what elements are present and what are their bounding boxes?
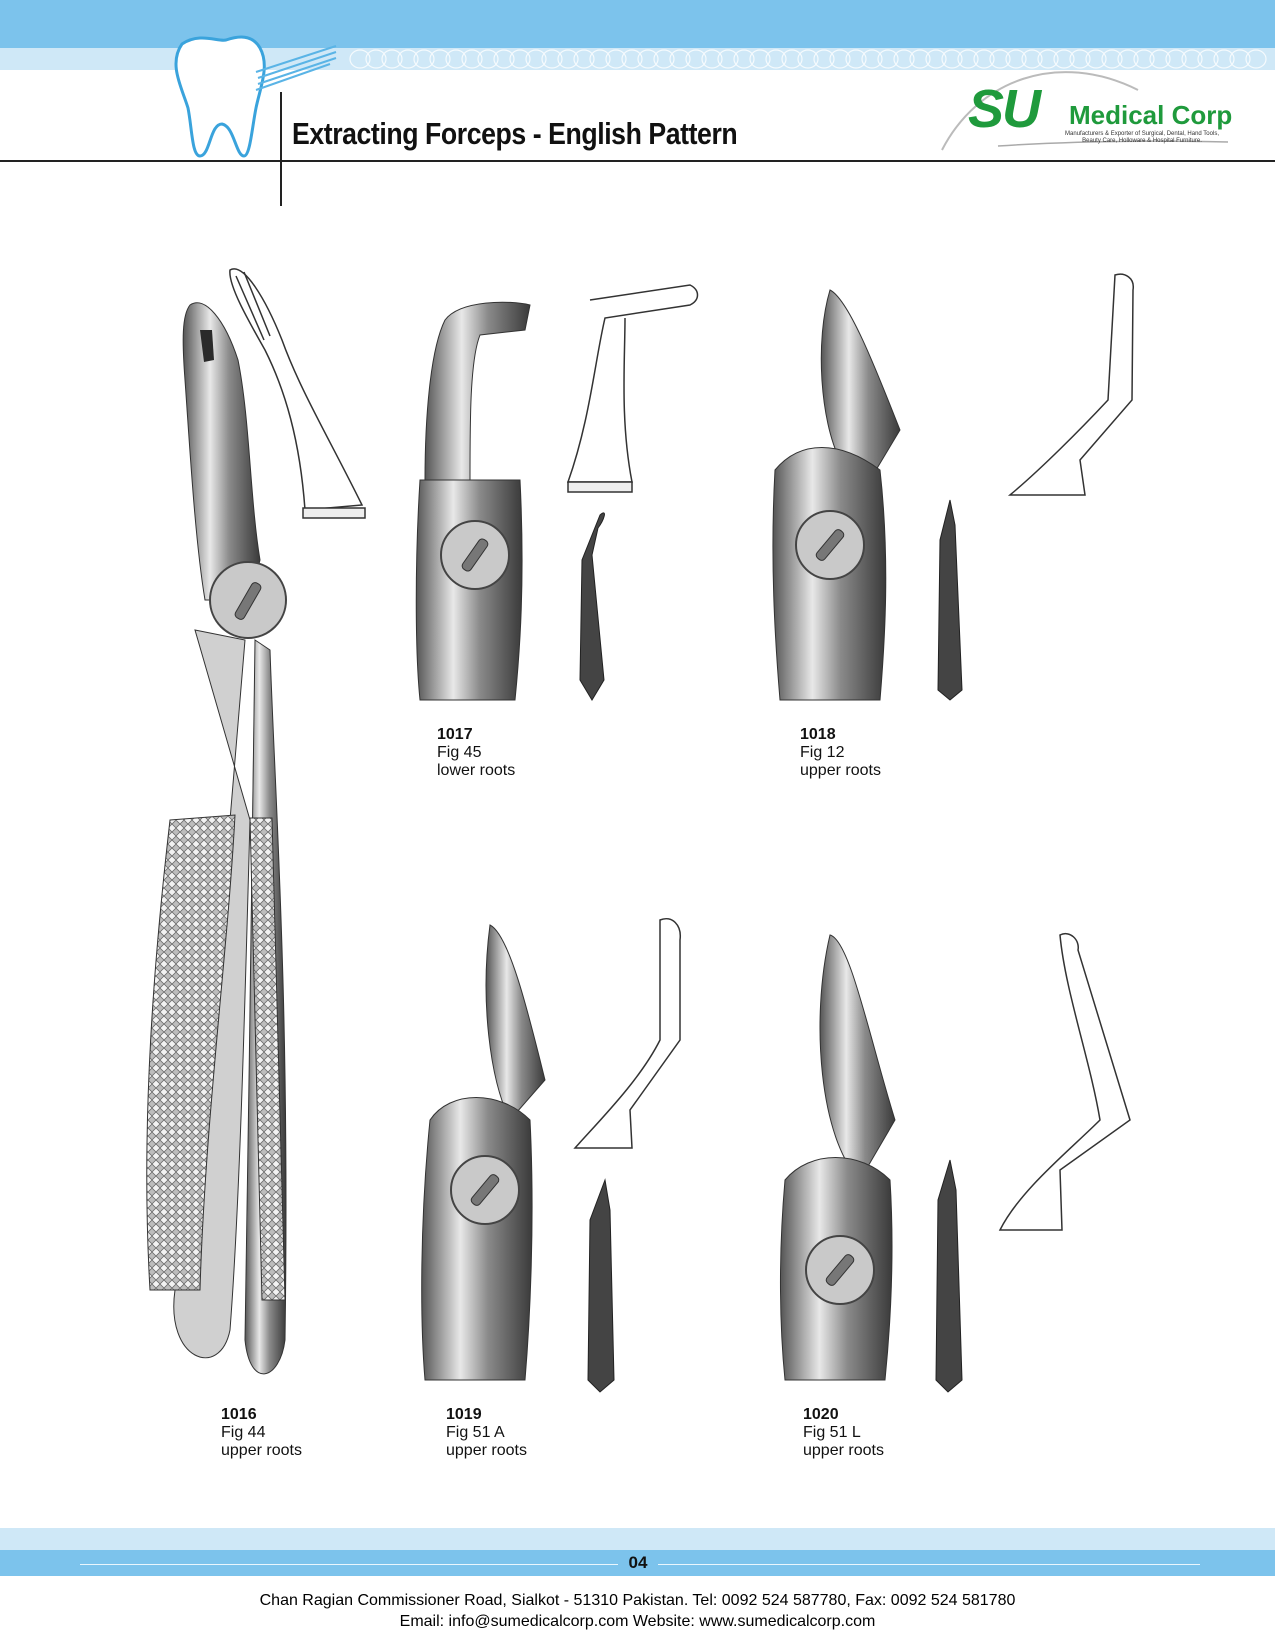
product-desc: upper roots [221, 1442, 302, 1459]
page-number: 04 [618, 1553, 658, 1573]
product-fig: Fig 44 [221, 1424, 266, 1441]
footer-contact: Email: info@sumedicalcorp.com Website: www.sumedicalcorp.com [399, 1613, 876, 1630]
product-desc: lower roots [437, 762, 516, 779]
forceps-1018-image [773, 290, 900, 700]
logo-letters: SU [968, 79, 1040, 139]
small-forceps-1018 [938, 500, 962, 700]
product-code: 1018 [800, 726, 836, 743]
product-code: 1017 [437, 726, 473, 743]
small-forceps-1019 [588, 1180, 614, 1392]
forceps-1017-image [416, 302, 530, 700]
product-desc: upper roots [803, 1442, 884, 1459]
small-forceps-1017 [580, 513, 604, 700]
forceps-1019-image [422, 925, 545, 1380]
forceps-1020-image [780, 935, 895, 1380]
caption-1016 [221, 1406, 302, 1460]
product-fig: Fig 12 [800, 744, 845, 761]
product-fig: Fig 51 A [446, 1424, 505, 1441]
beak-detail-1019 [575, 919, 680, 1148]
product-code: 1019 [446, 1406, 482, 1423]
caption-1017 [437, 726, 515, 780]
caption-1019 [446, 1406, 527, 1460]
caption-1018 [800, 726, 881, 780]
caption-1020 [803, 1406, 884, 1460]
page-title: Extracting Forceps - English Pattern [292, 116, 738, 151]
logo-name: Medical Corp [1069, 100, 1233, 130]
footer-address: Chan Ragian Commissioner Road, Sialkot - 51310 Pakistan. Tel: 0092 524 587780, Fax: 0092 524 581780 [259, 1592, 1016, 1609]
product-fig: Fig 51 L [803, 1424, 861, 1441]
product-desc: upper roots [446, 1442, 527, 1459]
small-forceps-1020 [936, 1160, 962, 1392]
beak-detail-1017 [568, 285, 698, 492]
product-desc: upper roots [800, 762, 881, 779]
product-code: 1020 [803, 1406, 839, 1423]
beak-detail-1018 [1010, 274, 1133, 495]
beak-detail-1020 [1000, 934, 1130, 1230]
footer-decor-band [0, 1528, 1275, 1550]
product-fig: Fig 45 [437, 744, 482, 761]
forceps-1016-image [147, 303, 286, 1374]
product-code: 1016 [221, 1406, 257, 1423]
logo-tagline: Manufacturers & Exporter of Surgical, Dental, Hand Tools, Beauty Care, Holloware & Hospital Furniture. [1065, 131, 1219, 144]
